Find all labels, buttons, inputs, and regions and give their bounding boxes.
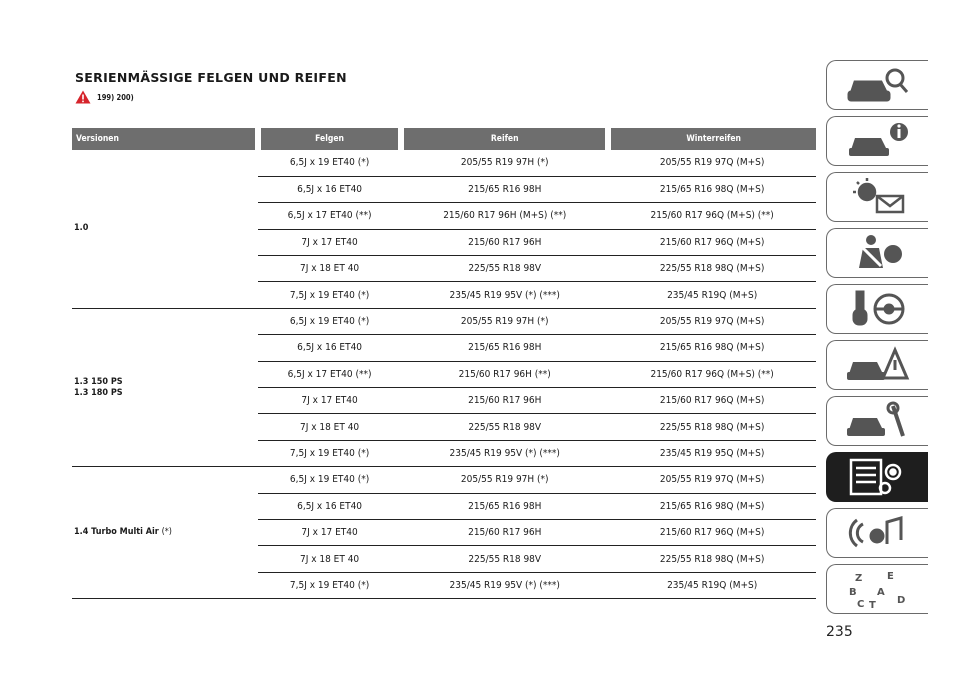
rim-cell: 7J x 17 ET40 <box>258 388 401 414</box>
winter-tire-cell: 215/60 R17 96Q (M+S) (**) <box>608 361 816 387</box>
winter-tire-cell: 215/60 R17 96Q (M+S) (**) <box>608 203 816 229</box>
index-letter-e: E <box>886 571 894 582</box>
tire-cell: 215/60 R17 96H <box>401 388 608 414</box>
tire-cell: 205/55 R19 97H (*) <box>401 150 608 176</box>
index-letter-t: T <box>868 600 876 610</box>
index-letter-z: Z <box>854 573 862 584</box>
tire-cell: 235/45 R19 95V (*) (***) <box>401 440 608 466</box>
tab-maintenance[interactable] <box>826 396 928 446</box>
tire-cell: 215/60 R17 96H <box>401 229 608 255</box>
table-header-row <box>72 128 816 150</box>
tire-cell: 225/55 R18 98V <box>401 414 608 440</box>
rim-cell: 7J x 18 ET 40 <box>258 414 401 440</box>
index-letter-b: B <box>848 587 857 598</box>
winter-tire-cell: 215/60 R17 96Q (M+S) <box>608 388 816 414</box>
car-maintenance-icon <box>843 400 913 442</box>
tab-safety[interactable] <box>826 228 928 278</box>
warning-triangle-icon <box>75 90 91 104</box>
rim-cell: 7,5J x 19 ET40 (*) <box>258 572 401 598</box>
tab-starting-driving[interactable] <box>826 284 928 334</box>
winter-tire-cell: 235/45 R19Q (M+S) <box>608 572 816 598</box>
rim-cell: 7J x 18 ET 40 <box>258 256 401 282</box>
tab-index[interactable] <box>826 564 928 614</box>
rim-cell: 7J x 17 ET40 <box>258 229 401 255</box>
rim-cell: 7J x 17 ET40 <box>258 519 401 545</box>
version-label: 1.3 180 PS <box>74 387 123 398</box>
alphabetical-index-icon <box>843 568 913 610</box>
version-label: 1.0 <box>74 223 89 234</box>
tire-cell: 225/55 R18 98V <box>401 546 608 572</box>
version-cell <box>72 467 258 599</box>
warning-refs: 199) 200) <box>97 92 134 102</box>
tire-cell: 235/45 R19 95V (*) (***) <box>401 282 608 308</box>
winter-tire-cell: 215/60 R17 96Q (M+S) <box>608 519 816 545</box>
rim-cell: 6,5J x 16 ET40 <box>258 335 401 361</box>
index-letter-c: C <box>856 599 864 610</box>
winter-tire-cell: 235/45 R19Q (M+S) <box>608 282 816 308</box>
rim-cell: 6,5J x 16 ET40 <box>258 493 401 519</box>
winter-tire-cell: 215/65 R16 98Q (M+S) <box>608 493 816 519</box>
header-winterreifen: Winterreifen <box>608 128 816 150</box>
winter-tire-cell: 225/55 R18 98Q (M+S) <box>608 546 816 572</box>
tire-cell: 215/60 R17 96H (**) <box>401 361 608 387</box>
tire-cell: 205/55 R19 97H (*) <box>401 467 608 493</box>
version-note: (*) <box>161 527 172 538</box>
airbag-seatbelt-icon <box>843 232 913 274</box>
key-steering-wheel-icon <box>843 288 913 330</box>
tire-spec-table <box>72 128 816 599</box>
tire-cell: 215/65 R16 98H <box>401 176 608 202</box>
winter-tire-cell: 215/65 R16 98Q (M+S) <box>608 335 816 361</box>
winter-tire-cell: 205/55 R19 97Q (M+S) <box>608 467 816 493</box>
rim-cell: 7,5J x 19 ET40 (*) <box>258 282 401 308</box>
version-cell <box>72 150 258 308</box>
tab-car-search[interactable] <box>826 60 928 110</box>
winter-tire-cell: 205/55 R19 97Q (M+S) <box>608 308 816 334</box>
rim-cell: 7,5J x 19 ET40 (*) <box>258 440 401 466</box>
version-label: 1.4 Turbo Multi Air <box>74 527 159 538</box>
tab-warning-lights[interactable] <box>826 172 928 222</box>
tire-cell: 215/60 R17 96H <box>401 519 608 545</box>
winter-tire-cell: 205/55 R19 97Q (M+S) <box>608 150 816 176</box>
tire-cell: 215/65 R16 98H <box>401 493 608 519</box>
version-cell <box>72 308 258 466</box>
rim-cell: 7J x 18 ET 40 <box>258 546 401 572</box>
table-row <box>72 150 816 176</box>
technical-data-icon <box>843 456 913 498</box>
rim-cell: 6,5J x 16 ET40 <box>258 176 401 202</box>
multimedia-icon <box>843 512 913 554</box>
winter-tire-cell: 225/55 R18 98Q (M+S) <box>608 414 816 440</box>
rim-cell: 6,5J x 17 ET40 (**) <box>258 361 401 387</box>
header-reifen: Reifen <box>401 128 608 150</box>
rim-cell: 6,5J x 17 ET40 (**) <box>258 203 401 229</box>
chapter-sidebar <box>826 60 928 620</box>
rim-cell: 6,5J x 19 ET40 (*) <box>258 150 401 176</box>
car-emergency-icon <box>843 344 913 386</box>
index-letter-d: D <box>896 595 905 606</box>
page-title: SERIENMÄSSIGE FELGEN UND REIFEN <box>75 70 347 85</box>
index-letter-a: A <box>876 587 885 598</box>
tab-technical-data[interactable] <box>826 452 928 502</box>
table-body <box>72 150 816 599</box>
rim-cell: 6,5J x 19 ET40 (*) <box>258 467 401 493</box>
winter-tire-cell: 215/60 R17 96Q (M+S) <box>608 229 816 255</box>
header-versionen: Versionen <box>72 128 258 150</box>
tab-car-info[interactable] <box>826 116 928 166</box>
warning-light-message-icon <box>843 176 913 218</box>
winter-tire-cell: 215/65 R16 98Q (M+S) <box>608 176 816 202</box>
tire-cell: 225/55 R18 98V <box>401 256 608 282</box>
tire-cell: 215/60 R17 96H (M+S) (**) <box>401 203 608 229</box>
table-row <box>72 467 816 493</box>
tire-cell: 215/65 R16 98H <box>401 335 608 361</box>
tire-cell: 205/55 R19 97H (*) <box>401 308 608 334</box>
warning-note <box>75 90 134 104</box>
table-row <box>72 308 816 334</box>
winter-tire-cell: 225/55 R18 98Q (M+S) <box>608 256 816 282</box>
version-label: 1.3 150 PS <box>74 376 123 387</box>
tab-multimedia[interactable] <box>826 508 928 558</box>
rim-cell: 6,5J x 19 ET40 (*) <box>258 308 401 334</box>
page-number: 235 <box>826 624 853 640</box>
car-info-icon <box>843 120 913 162</box>
header-felgen: Felgen <box>258 128 401 150</box>
winter-tire-cell: 235/45 R19 95Q (M+S) <box>608 440 816 466</box>
tire-cell: 235/45 R19 95V (*) (***) <box>401 572 608 598</box>
tab-emergency[interactable] <box>826 340 928 390</box>
car-search-icon <box>843 64 913 106</box>
